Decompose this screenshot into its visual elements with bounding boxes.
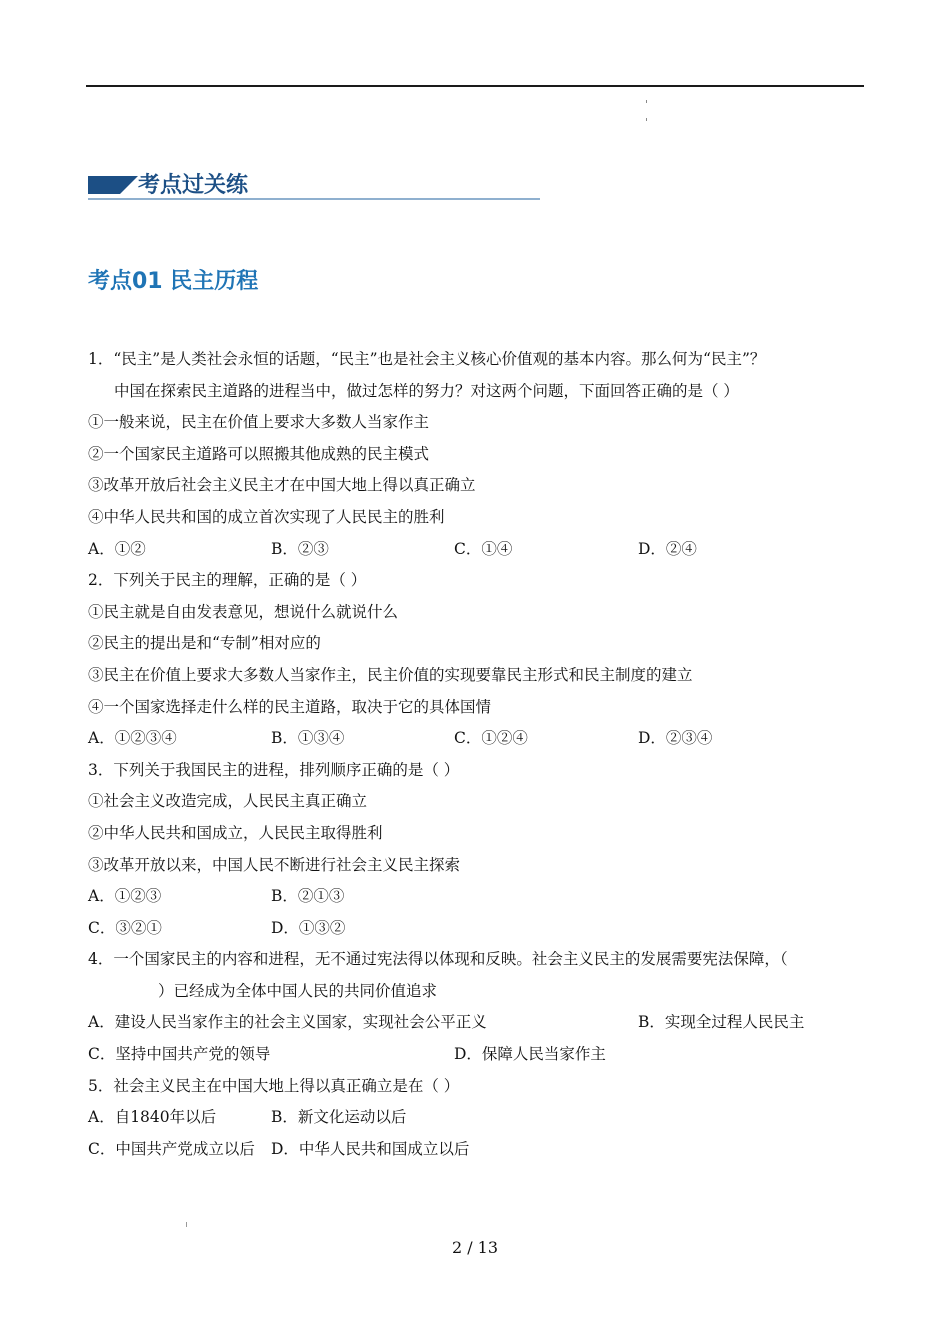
options-row <box>88 1039 888 1071</box>
option-d: D．保障人民当家作主 <box>454 1045 606 1064</box>
option-b: B．①③④ <box>271 729 345 748</box>
options-row <box>88 913 888 945</box>
statement-item: ④一个国家选择走什么样的民主道路，取决于它的具体国情 <box>88 697 492 716</box>
options-row <box>88 1102 888 1134</box>
option-b: B．实现全过程人民民主 <box>638 1013 805 1032</box>
options-row <box>88 534 888 566</box>
banner-underline <box>88 198 540 200</box>
statement-item: ①一般来说，民主在价值上要求大多数人当家作主 <box>88 413 430 432</box>
statement-item: ③改革开放以来，中国人民不断进行社会主义民主探索 <box>88 855 461 874</box>
banner-bar <box>88 176 120 194</box>
footer-mark <box>186 1222 187 1227</box>
question-stem: 3．下列关于我国民主的进程，排列顺序正确的是（ ） <box>88 760 460 779</box>
statement-item: ②民主的提出是和“专制”相对应的 <box>88 634 321 653</box>
statement-item: ③民主在价值上要求大多数人当家作主，民主价值的实现要靠民主形式和民主制度的建立 <box>88 665 693 684</box>
question-stem: 中国在探索民主道路的进程当中，做过怎样的努力？对这两个问题，下面回答正确的是（ ） <box>114 381 739 400</box>
question-stem: 4．一个国家民主的内容和进程，无不通过宪法得以体现和反映。社会主义民主的发展需要宪法保障，（ <box>88 950 788 969</box>
options-row <box>88 1134 888 1166</box>
option-a: A．建设人民当家作主的社会主义国家，实现社会公平正义 <box>88 1013 487 1032</box>
option-c: C．①④ <box>454 539 513 558</box>
banner-title: 考点过关练 <box>138 172 249 198</box>
option-d: D．①③② <box>271 918 346 937</box>
option-a: A．自1840年以后 <box>88 1108 217 1127</box>
section-title: 考点01 民主历程 <box>88 269 259 294</box>
statement-item: ③改革开放后社会主义民主才在中国大地上得以真正确立 <box>88 476 476 495</box>
question-stem: ）已经成为全体中国人民的共同价值追求 <box>158 981 438 1000</box>
banner-triangle <box>120 176 138 194</box>
option-d: D．中华人民共和国成立以后 <box>271 1139 470 1158</box>
statement-item: ②中华人民共和国成立，人民民主取得胜利 <box>88 823 383 842</box>
option-b: B．②③ <box>271 539 329 558</box>
option-c: C．坚持中国共产党的领导 <box>88 1045 271 1064</box>
question-stem: 1．“民主”是人类社会永恒的话题，“民主”也是社会主义核心价值观的基本内容。那么何为“民主”？ <box>88 350 766 368</box>
option-c: C．③②① <box>88 918 162 937</box>
header-mark <box>646 118 647 121</box>
option-a: A．①② <box>88 539 146 558</box>
header-rule <box>86 85 864 87</box>
options-row <box>88 723 888 755</box>
question-stem: 2．下列关于民主的理解，正确的是（ ） <box>88 571 367 590</box>
statement-item: ④中华人民共和国的成立首次实现了人民民主的胜利 <box>88 507 445 526</box>
statement-item: ①民主就是自由发表意见，想说什么就说什么 <box>88 602 399 621</box>
section-banner <box>88 168 540 202</box>
option-d: D．②④ <box>638 539 697 558</box>
page-number: 2 / 13 <box>451 1238 499 1257</box>
option-c: C．中国共产党成立以后 <box>88 1139 255 1158</box>
option-c: C．①②④ <box>454 729 528 748</box>
question-list <box>88 344 888 1165</box>
options-row <box>88 1007 888 1039</box>
option-b: B．②①③ <box>271 887 345 906</box>
header-mark <box>646 100 647 103</box>
statement-item: ②一个国家民主道路可以照搬其他成熟的民主模式 <box>88 444 430 463</box>
option-a: A．①②③④ <box>88 729 177 748</box>
statement-item: ①社会主义改造完成，人民民主真正确立 <box>88 792 368 811</box>
option-b: B．新文化运动以后 <box>271 1108 407 1127</box>
option-a: A．①②③ <box>88 887 162 906</box>
options-row <box>88 881 888 913</box>
option-d: D．②③④ <box>638 729 713 748</box>
question-stem: 5．社会主义民主在中国大地上得以真正确立是在（ ） <box>88 1076 460 1095</box>
